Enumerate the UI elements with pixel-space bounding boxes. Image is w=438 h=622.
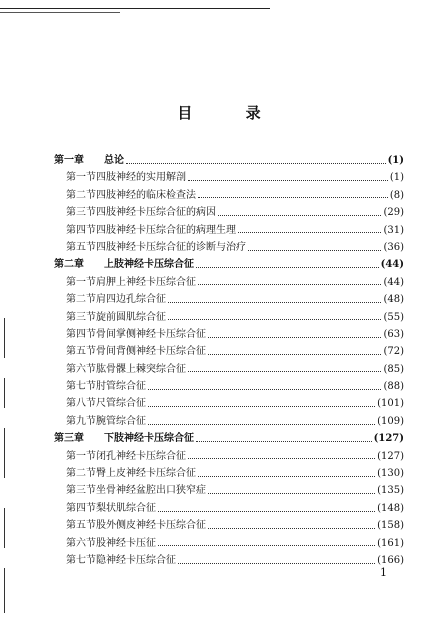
dot-leader: [158, 544, 375, 546]
toc-section-entry: [54, 394, 404, 411]
page-title: 目 录: [177, 104, 285, 122]
entry-page: (127): [377, 450, 404, 462]
scan-edge-line: [0, 12, 120, 13]
entry-number: 第二节: [66, 294, 96, 306]
entry-title: 四肢神经的实用解剖: [96, 172, 186, 184]
dot-leader: [148, 423, 375, 425]
entry-page: (44): [380, 259, 404, 271]
entry-page: (48): [383, 294, 404, 306]
entry-number: 第六节: [66, 363, 96, 375]
entry-number: 第一节: [66, 450, 96, 462]
toc-section-entry: [54, 447, 404, 464]
entry-title: 肩胛上神经卡压综合征: [96, 276, 196, 288]
entry-page: (72): [383, 346, 404, 358]
entry-title: 梨状肌综合征: [96, 502, 156, 514]
entry-page: (135): [377, 485, 404, 497]
toc-section-entry: [54, 342, 404, 359]
dot-leader: [248, 249, 381, 251]
entry-title: 肱骨髁上棘突综合征: [96, 363, 186, 375]
entry-title: 上肢神经卡压综合征: [104, 259, 194, 271]
dot-leader: [198, 475, 375, 477]
dot-leader: [148, 405, 375, 407]
toc-section-entry: [54, 534, 404, 551]
toc-section-entry: [54, 186, 404, 203]
toc-section-entry: [54, 273, 404, 290]
page-number: 1: [380, 566, 387, 579]
dot-leader: [188, 457, 375, 459]
toc-section-entry: [54, 325, 404, 342]
binding-marks: [4, 318, 6, 618]
entry-page: (36): [383, 241, 404, 253]
entry-title: 股神经卡压征: [96, 537, 156, 549]
toc-section-entry: [54, 464, 404, 481]
entry-number: 第三节: [66, 207, 96, 219]
entry-number: 第一章: [54, 155, 84, 166]
entry-number: 第九节: [66, 415, 96, 427]
entry-number: 第三章: [54, 433, 84, 445]
entry-page: (1): [387, 155, 404, 166]
entry-page: (31): [383, 224, 404, 236]
entry-page: (1): [389, 172, 404, 184]
entry-title: 四肢神经的临床检查法: [96, 189, 196, 201]
entry-title: 四肢神经卡压综合征的病理生理: [96, 224, 236, 236]
entry-page: (166): [377, 554, 404, 566]
dot-leader: [196, 440, 372, 442]
toc-section-entry: [54, 377, 404, 394]
dot-leader: [238, 231, 381, 233]
entry-page: (158): [377, 520, 404, 532]
entry-page: (63): [383, 328, 404, 340]
dot-leader: [148, 388, 381, 390]
dot-leader: [198, 196, 388, 198]
dot-leader: [178, 562, 375, 564]
entry-page: (55): [383, 311, 404, 323]
toc-section-entry: [54, 238, 404, 255]
entry-number: 第一节: [66, 276, 96, 288]
entry-page: (101): [377, 398, 404, 410]
entry-number: 第三节: [66, 485, 96, 497]
entry-number: 第三节: [66, 311, 96, 323]
toc-chapter-entry: [54, 255, 404, 272]
toc-section-entry: [54, 499, 404, 516]
entry-number: 第二节: [66, 189, 96, 201]
entry-number: 第五节: [66, 346, 96, 358]
scan-edge-line: [0, 8, 270, 9]
entry-number: 第七节: [66, 554, 96, 566]
entry-title: 总论: [104, 155, 124, 166]
dot-leader: [168, 301, 381, 303]
entry-title: 肘管综合征: [96, 381, 146, 393]
entry-page: (130): [377, 468, 404, 480]
toc-section-entry: [54, 412, 404, 429]
entry-title: 隐神经卡压综合征: [96, 554, 176, 566]
entry-page: (148): [377, 502, 404, 514]
entry-page: (29): [383, 207, 404, 219]
entry-number: 第四节: [66, 502, 96, 514]
toc-section-entry: [54, 516, 404, 533]
toc-section-entry: [54, 481, 404, 498]
table-of-contents: [54, 151, 404, 568]
dot-leader: [188, 179, 388, 181]
toc-section-entry: [54, 290, 404, 307]
entry-page: (44): [383, 276, 404, 288]
entry-number: 第六节: [66, 537, 96, 549]
dot-leader: [158, 510, 375, 512]
entry-title: 股外侧皮神经卡压综合征: [96, 520, 206, 532]
entry-number: 第四节: [66, 328, 96, 340]
toc-section-entry: [54, 308, 404, 325]
entry-page: (88): [383, 381, 404, 393]
entry-title: 臀上皮神经卡压综合征: [96, 468, 196, 480]
entry-title: 下肢神经卡压综合征: [104, 433, 194, 445]
toc-chapter-entry: [54, 151, 404, 168]
entry-page: (109): [377, 415, 404, 427]
dot-leader: [208, 353, 381, 355]
toc-chapter-entry: [54, 429, 404, 446]
toc-section-entry: [54, 551, 404, 568]
dot-leader: [198, 283, 381, 285]
toc-section-entry: [54, 203, 404, 220]
dot-leader: [188, 370, 381, 372]
entry-number: 第一节: [66, 172, 96, 184]
entry-title: 腕管综合征: [96, 415, 146, 427]
entry-number: 第二节: [66, 468, 96, 480]
dot-leader: [168, 318, 381, 320]
toc-section-entry: [54, 168, 404, 185]
entry-page: (161): [377, 537, 404, 549]
entry-page: (85): [383, 363, 404, 375]
dot-leader: [218, 214, 381, 216]
entry-title: 四肢神经卡压综合征的诊断与治疗: [96, 241, 246, 253]
toc-section-entry: [54, 221, 404, 238]
entry-number: 第四节: [66, 224, 96, 236]
toc-section-entry: [54, 360, 404, 377]
entry-number: 第八节: [66, 398, 96, 410]
entry-title: 坐骨神经盆腔出口狭窄症: [96, 485, 206, 497]
dot-leader: [208, 492, 375, 494]
entry-title: 骨间掌侧神经卡压综合征: [96, 328, 206, 340]
entry-title: 肩四边孔综合征: [96, 294, 166, 306]
dot-leader: [208, 527, 375, 529]
entry-number: 第二章: [54, 259, 84, 271]
dot-leader: [208, 336, 381, 338]
dot-leader: [196, 266, 379, 268]
entry-number: 第五节: [66, 520, 96, 532]
entry-title: 尺管综合征: [96, 398, 146, 410]
entry-number: 第七节: [66, 381, 96, 393]
entry-title: 旋前圆肌综合征: [96, 311, 166, 323]
entry-title: 四肢神经卡压综合征的病因: [96, 207, 216, 219]
entry-page: (8): [389, 189, 404, 201]
entry-page: (127): [373, 433, 404, 445]
dot-leader: [126, 162, 386, 164]
entry-title: 闭孔神经卡压综合征: [96, 450, 186, 462]
entry-number: 第五节: [66, 241, 96, 253]
entry-title: 骨间背侧神经卡压综合征: [96, 346, 206, 358]
